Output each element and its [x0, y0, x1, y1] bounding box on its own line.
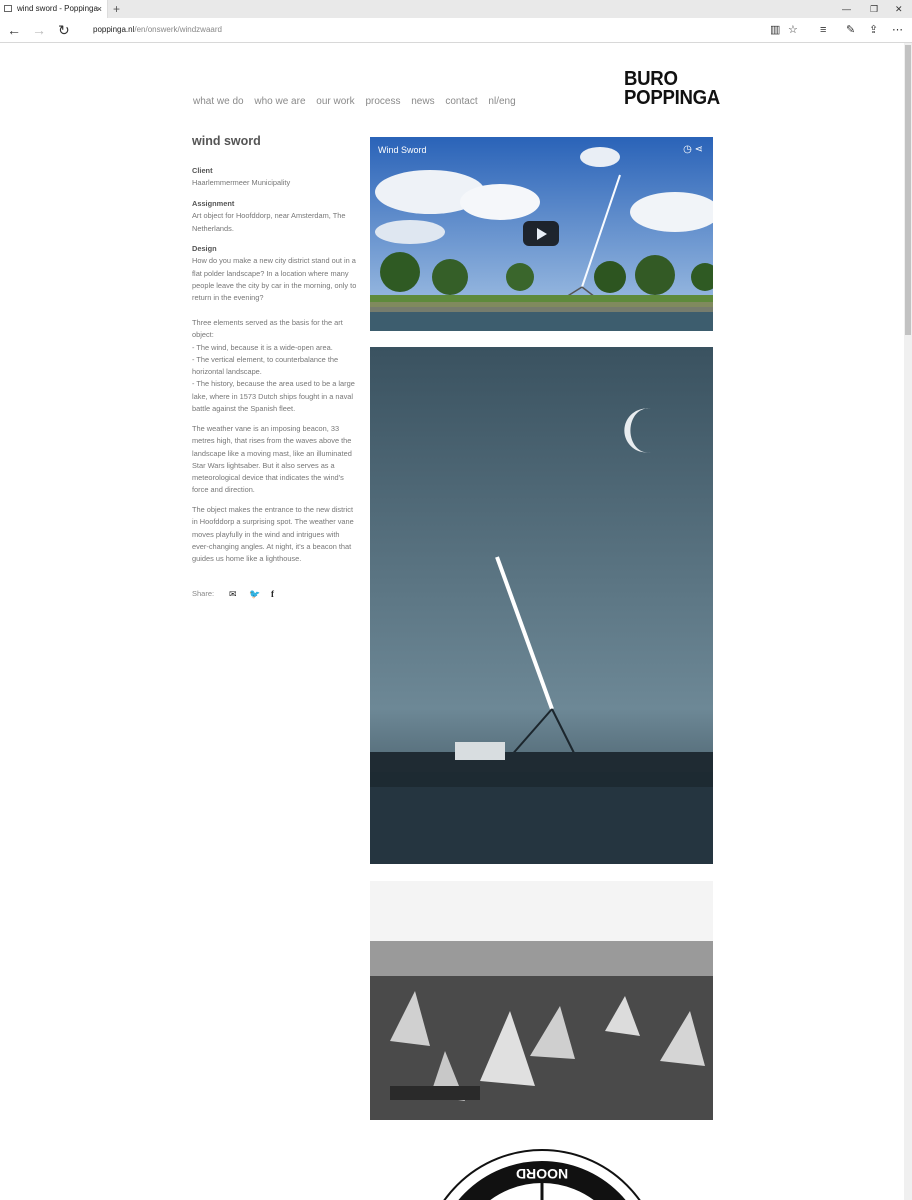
assignment-block [192, 198, 358, 235]
page-favicon-icon [4, 5, 12, 12]
forward-icon[interactable]: → [32, 22, 46, 38]
share-label: Share: [192, 589, 215, 598]
nav-our-work[interactable]: our work [316, 96, 355, 107]
night-photo [370, 347, 713, 864]
video-player[interactable] [370, 137, 713, 331]
client-label: Client [192, 166, 213, 175]
url-host: poppinga.nl [93, 25, 135, 34]
video-share-icon[interactable]: ⋖ [694, 144, 703, 155]
hub-icon[interactable]: ≡ [820, 24, 827, 36]
back-icon[interactable]: ← [7, 22, 21, 38]
design-intro: How do you make a new city district stand out in a flat polder landscape? In a location where many people leave the city by car in the morning, only to return in the evening? [192, 256, 357, 303]
assignment-value: Art object for Hoofddorp, near Amsterdam, The Netherlands. [192, 211, 346, 233]
client-block [192, 165, 358, 190]
tab-close-icon[interactable]: × [96, 4, 102, 14]
browser-tab-bar [0, 0, 912, 18]
nav-language[interactable]: nl/eng [488, 96, 516, 107]
reading-view-icon[interactable]: ▥ [770, 24, 781, 36]
more-icon[interactable]: ⋯ [892, 24, 903, 36]
naval-battle-engraving [370, 881, 713, 1120]
vane-paragraph: The weather vane is an imposing beacon, 33 metres high, that rises from the waves above the landscape like a moving mast, like an illuminated Star Wars lightsaber. But it also serves as a meteorological device that indicates the wind's force and direction. [192, 424, 352, 495]
assignment-label: Assignment [192, 199, 235, 208]
nav-news[interactable]: news [411, 96, 435, 107]
web-note-icon[interactable]: ✎ [846, 24, 856, 36]
facebook-share-icon[interactable]: f [271, 589, 274, 599]
elements-paragraph: Three elements served as the basis for the art object: - The wind, because it is a wide-open area. - The vertical element, to counterbalance the horizontal landscape. - The history, because the area used to be a large lake, where in 1573 Dutch ships fought in a naval battle against the Spanish fleet. [192, 318, 355, 414]
restore-icon[interactable]: ❐ [870, 4, 879, 14]
logo-line-2: POPPINGA [624, 87, 720, 109]
entrance-paragraph: The object makes the entrance to the new district in Hoofddorp a surprising spot. The weather vane moves playfully in the wind and intrigues with ever-changing angles. At night, it's a beacon that guides us home like a lighthouse. [192, 505, 354, 564]
design-block [192, 243, 358, 304]
site-logo[interactable] [624, 70, 720, 108]
nav-contact[interactable]: contact [445, 96, 478, 107]
nav-what-we-do[interactable]: what we do [193, 96, 244, 107]
design-label: Design [192, 244, 217, 253]
email-share-icon[interactable]: ✉ [229, 589, 237, 599]
address-bar-row [0, 18, 912, 43]
close-window-icon[interactable]: ✕ [895, 4, 903, 14]
twitter-share-icon[interactable]: 🐦 [249, 589, 261, 599]
nav-who-we-are[interactable]: who we are [254, 96, 306, 107]
watch-later-icon[interactable]: ◷ [683, 144, 692, 155]
new-tab-button[interactable]: + [113, 2, 121, 16]
url-field[interactable] [93, 18, 222, 42]
url-path: /en/onswerk/windzwaard [134, 25, 222, 34]
refresh-icon[interactable]: ↻ [58, 22, 70, 38]
compass-label: NOORD [515, 1166, 569, 1182]
nav-process[interactable]: process [365, 96, 401, 107]
play-button[interactable] [523, 221, 559, 246]
video-title[interactable]: Wind Sword [378, 145, 427, 155]
tab-title: wind sword - Poppinga [17, 4, 98, 13]
page-scrollbar[interactable] [904, 43, 912, 1200]
favorite-star-icon[interactable]: ☆ [788, 24, 798, 36]
compass-rose [420, 1145, 665, 1200]
page-title: wind sword [192, 134, 261, 148]
browser-tab[interactable] [0, 0, 108, 18]
logo-line-1: BURO [624, 68, 678, 90]
share-icon[interactable]: ⇪ [869, 24, 879, 36]
scrollbar-thumb[interactable] [905, 45, 911, 335]
site-nav [193, 96, 524, 107]
client-value: Haarlemmermeer Municipality [192, 178, 291, 188]
minimize-icon[interactable]: — [842, 4, 851, 14]
